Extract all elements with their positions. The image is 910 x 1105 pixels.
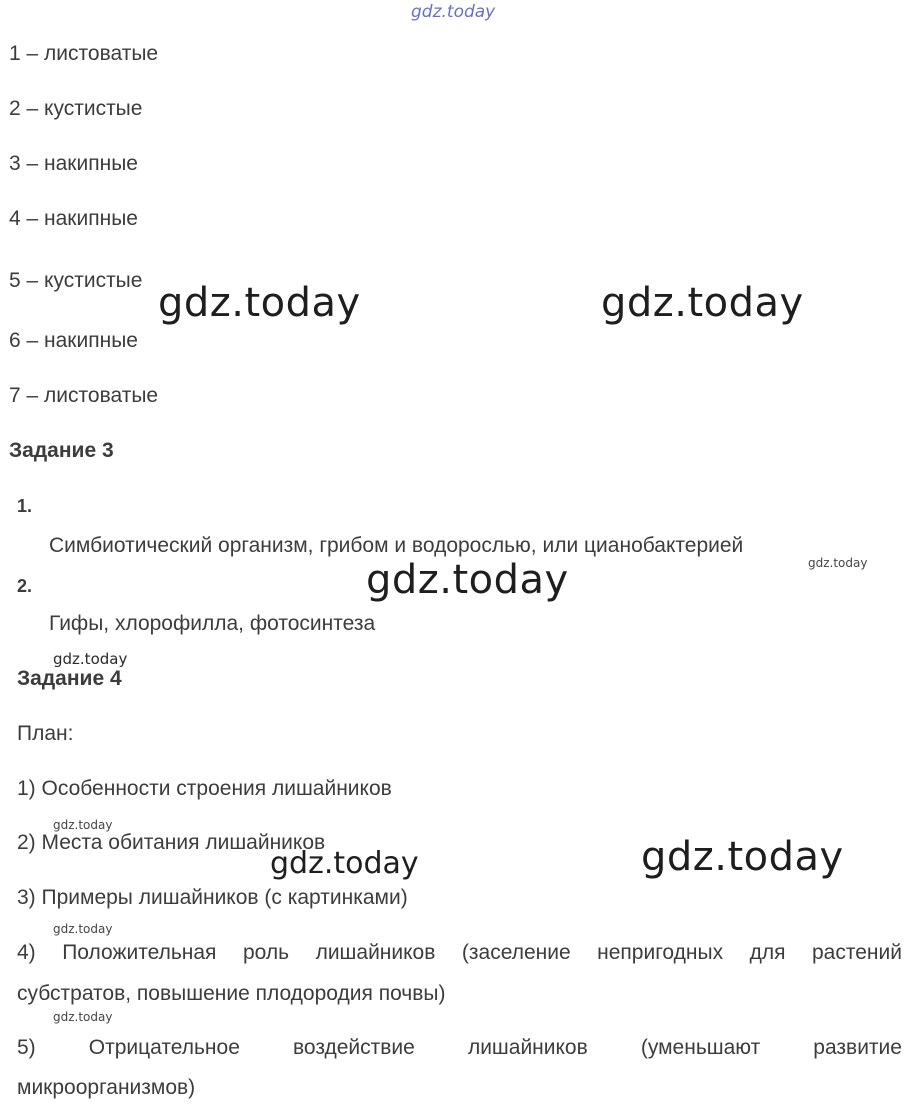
watermark-top: gdz.today xyxy=(411,2,496,22)
word: растений xyxy=(812,941,902,964)
plan-item-line xyxy=(17,940,902,966)
plan-item: 1) Особенности строения лишайников xyxy=(17,777,392,800)
word: лишайников xyxy=(467,1036,588,1059)
watermark: gdz.today xyxy=(53,922,113,936)
word: для xyxy=(749,941,786,964)
watermark: gdz.today xyxy=(53,650,128,668)
plan-item-line: субстратов, повышение плодородия почвы) xyxy=(17,982,446,1005)
watermark: gdz.today xyxy=(808,556,868,570)
word: Отрицательное xyxy=(88,1036,240,1059)
word: роль xyxy=(242,941,290,964)
answer-text: Симбиотический организм, грибом и водорослью, или цианобактерией xyxy=(49,534,744,557)
watermark: gdz.today xyxy=(366,557,569,603)
list-item: 2 – кустистые xyxy=(9,97,143,120)
list-item: 3 – накипные xyxy=(9,152,138,175)
word: развитие xyxy=(813,1036,902,1059)
question-number: 2. xyxy=(17,576,33,596)
watermark: gdz.today xyxy=(158,280,361,326)
task-heading: Задание 4 xyxy=(17,667,122,690)
watermark: gdz.today xyxy=(53,1010,113,1024)
word: (уменьшают xyxy=(640,1036,761,1059)
word: 5) xyxy=(17,1036,36,1059)
plan-item: 3) Примеры лишайников (с картинками) xyxy=(17,886,408,909)
list-item: 5 – кустистые xyxy=(9,269,143,292)
plan-item: 2) Места обитания лишайников xyxy=(17,831,326,854)
list-item: 1 – листоватые xyxy=(9,42,159,65)
plan-label: План: xyxy=(17,722,74,745)
word: непригодных xyxy=(597,941,724,964)
watermark: gdz.today xyxy=(641,834,844,880)
answer-text: Гифы, хлорофилла, фотосинтеза xyxy=(49,612,376,635)
word: 4) xyxy=(17,941,36,964)
list-item: 4 – накипные xyxy=(9,207,138,230)
word: воздействие xyxy=(292,1036,415,1059)
list-item: 6 – накипные xyxy=(9,329,138,352)
word: лишайников xyxy=(315,941,436,964)
task-heading: Задание 3 xyxy=(9,439,114,462)
list-item: 7 – листоватые xyxy=(9,384,159,407)
word: Положительная xyxy=(62,941,217,964)
plan-item-line: микроорганизмов) xyxy=(17,1076,196,1099)
watermark: gdz.today xyxy=(53,818,113,832)
watermark: gdz.today xyxy=(601,280,804,326)
word: (заселение xyxy=(461,941,571,964)
watermark: gdz.today xyxy=(270,846,419,881)
question-number: 1. xyxy=(17,496,33,516)
plan-item-line xyxy=(17,1035,902,1061)
